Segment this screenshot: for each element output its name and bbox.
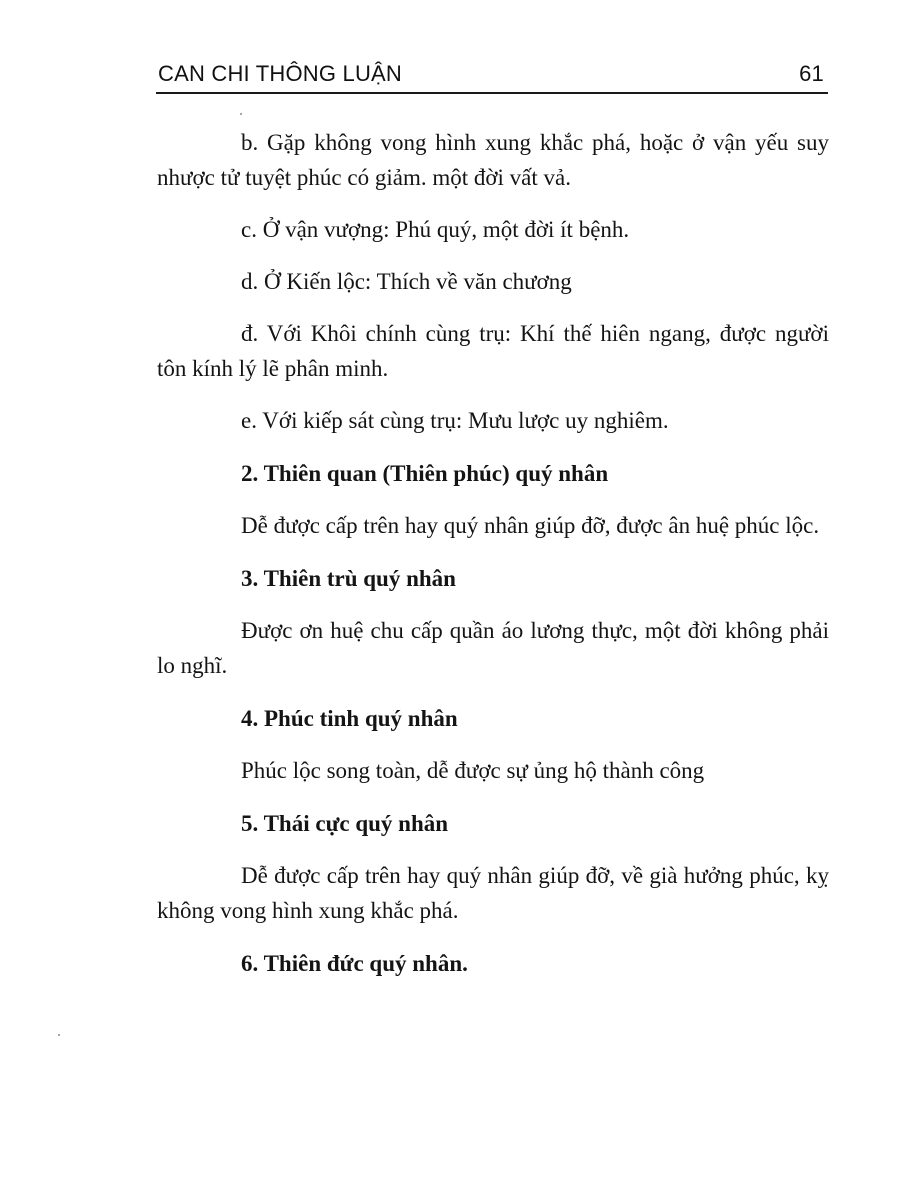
book-title: CAN CHI THÔNG LUẬN <box>158 61 402 86</box>
section-heading: 4. Phúc tinh quý nhân <box>241 706 458 731</box>
section-text: Dễ được cấp trên hay quý nhân giúp đỡ, được ân huệ phúc lộc. <box>241 513 820 538</box>
page-number: 61 <box>799 61 824 86</box>
paragraph-item-b: b. Gặp không vong hình xung khắc phá, hoặc ở vận yếu suy nhược tử tuyệt phúc có giảm. một đời vất vả. <box>157 130 829 190</box>
scan-speck <box>58 1034 60 1036</box>
section-heading: 6. Thiên đức quý nhân. <box>241 951 468 976</box>
paragraph-item-dd: đ. Với Khôi chính cùng trụ: Khí thế hiên ngang, được người tôn kính lý lẽ phân minh. <box>157 321 829 381</box>
paragraph-item-d: d. Ở Kiến lộc: Thích về văn chương <box>241 269 572 294</box>
page-body <box>157 125 829 981</box>
section-heading: 3. Thiên trù quý nhân <box>241 566 456 591</box>
section-heading: 5. Thái cực quý nhân <box>241 811 449 836</box>
running-header <box>156 58 828 94</box>
section-text: Được ơn huệ chu cấp quần áo lương thực, một đời không phải lo nghĩ. <box>157 618 829 678</box>
paragraph-item-c: c. Ở vận vượng: Phú quý, một đời ít bệnh. <box>241 217 630 242</box>
section-text: Phúc lộc song toàn, dễ được sự ủng hộ thành công <box>241 758 705 783</box>
paragraph-item-e: e. Với kiếp sát cùng trụ: Mưu lược uy nghiêm. <box>241 408 669 433</box>
scan-speck <box>240 113 242 115</box>
section-text: Dễ được cấp trên hay quý nhân giúp đỡ, về già hưởng phúc, kỵ không vong hình xung khắc phá. <box>157 863 829 923</box>
section-heading: 2. Thiên quan (Thiên phúc) quý nhân <box>241 461 609 486</box>
